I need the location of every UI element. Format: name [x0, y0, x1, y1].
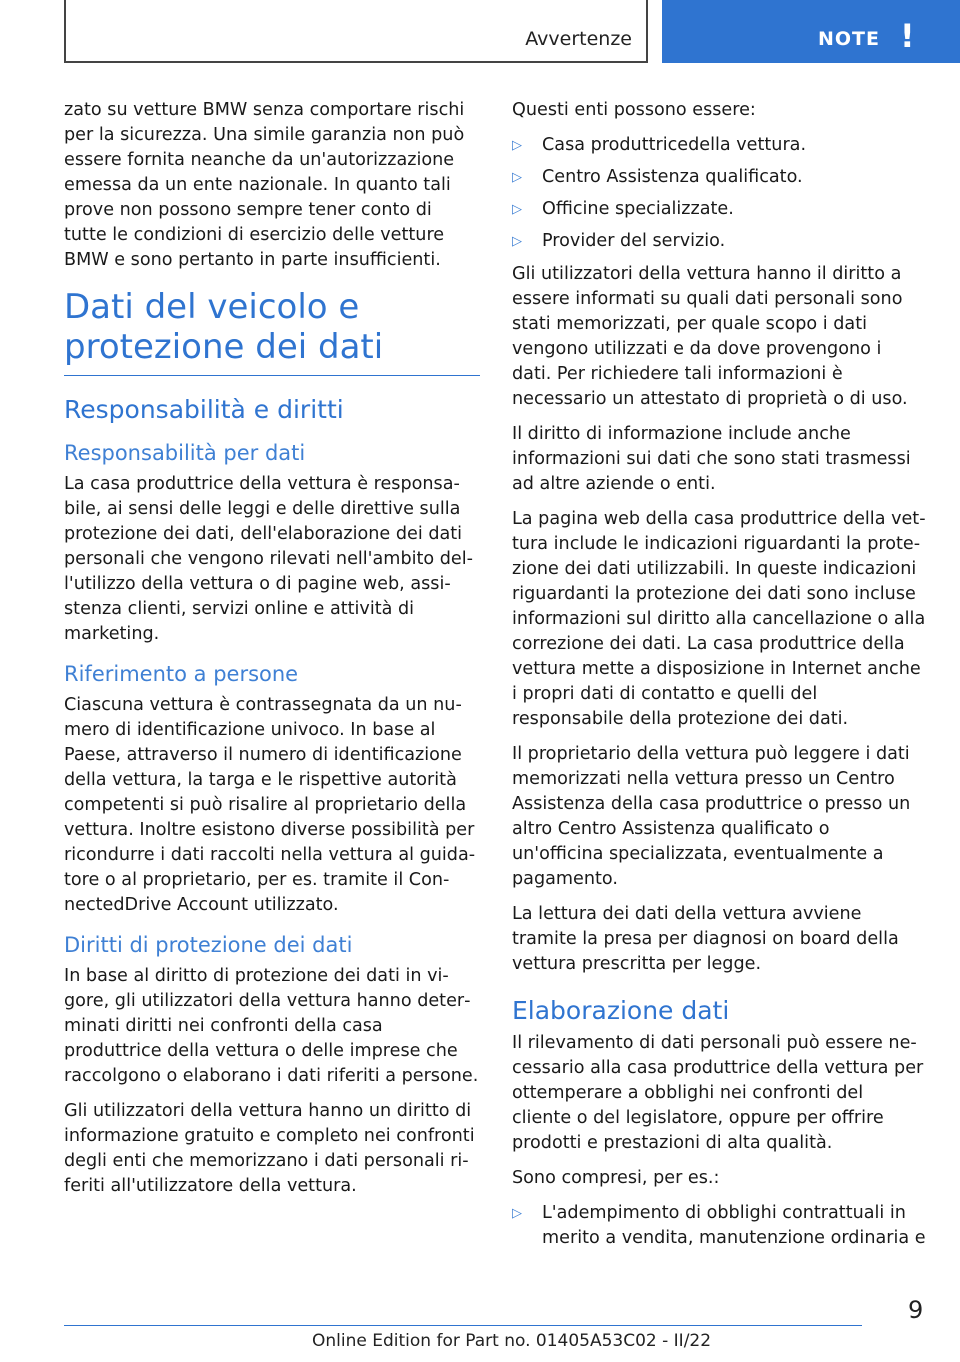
chapter-title: Dati del veicolo e protezione dei dati — [64, 287, 384, 367]
list-item: ▷ Centro Assistenza qualificato. — [512, 165, 926, 190]
exclamation-icon: ! — [900, 17, 915, 55]
left-column — [64, 98, 480, 1209]
header-frame — [64, 0, 648, 63]
paragraph: Gli utilizzatori della vettura hanno il diritto a essere informati su quali dati personali sono stati memorizzati, per quale scopo i dati vengono utilizzati e da dove provengono i dati. Per richiedere tali informazioni è necessario un attestato di proprietà o di uso. — [512, 264, 908, 409]
list-item: ▷ Provider del servizio. — [512, 229, 926, 254]
paragraph: Questi enti possono essere: — [512, 100, 756, 120]
paragraph: Ciascuna vettura è contrassegnata da un numero di identificazione univoco. In base al Paese, attraverso il numero di identificazione della vettura, la targa e le rispettive autorità competenti si può risalire al proprietario della vettura. Inoltre esistono diverse possibilità per ricondurre i dati raccolti nella vettura al guidatore o al proprietario, per es. tramite il ConnectedDrive Account utilizzato. — [64, 695, 476, 915]
section-title: Avvertenze — [525, 28, 632, 50]
triangle-bullet-icon: ▷ — [512, 170, 522, 185]
entities-list — [512, 133, 926, 254]
subsection-heading: Diritti di protezione dei dati — [64, 933, 353, 957]
paragraph: In base al diritto di protezione dei dati in vigore, gli utilizzatori della vettura hanno determinati diritti nei confronti della casa produttrice della vettura o delle imprese che raccolgono o elaborano i dati riferiti a persone. — [64, 966, 479, 1086]
triangle-bullet-icon: ▷ — [512, 234, 522, 249]
section-heading: Responsabilità e diritti — [64, 395, 344, 424]
chapter-divider — [64, 375, 480, 376]
paragraph: Gli utilizzatori della vettura hanno un diritto di informazione gratuito e completo nei confronti degli enti che memorizzano i dati personali riferiti all'utilizzatore della vettura. — [64, 1101, 475, 1196]
paragraph: Sono compresi, per es.: — [512, 1168, 720, 1188]
list-item: ▷ Casa produttricedella vettura. — [512, 133, 926, 158]
section-heading: Elaborazione dati — [512, 996, 730, 1025]
subsection-heading: Responsabilità per dati — [64, 441, 306, 465]
paragraph: La pagina web della casa produttrice della vettura include le indicazioni riguardanti la protezione dei dati utilizzabili. In queste indicazioni riguardanti la protezione dei dati sono incluse informazioni sul diritto alla cancellazione o alla correzione dei dati. La casa produttrice della vettura mette a disposizione in Internet anche i propri dati di contatto e quelli del responsabile della protezione dei dati. — [512, 509, 926, 729]
note-tab-label: NOTE — [818, 28, 880, 50]
triangle-bullet-icon: ▷ — [512, 202, 522, 217]
page-number: 9 — [908, 1296, 924, 1324]
subsection-heading: Riferimento a persone — [64, 662, 299, 686]
note-tab — [662, 0, 960, 63]
list-item: ▷ L'adempimento di obblighi contrattuali in merito a vendita, manutenzione ordinaria e — [512, 1203, 926, 1248]
list-item: ▷ Officine specializzate. — [512, 197, 926, 222]
examples-list — [512, 1201, 926, 1251]
paragraph: La lettura dei dati della vettura avviene tramite la presa per diagnosi on board della vettura prescritta per legge. — [512, 904, 899, 974]
paragraph: Il proprietario della vettura può leggere i dati memorizzati nella vettura presso un Centro Assistenza della casa produttrice o presso un altro Centro Assistenza qualificato o un'officina specializzata, eventualmente a pagamento. — [512, 744, 911, 889]
paragraph: Il diritto di informazione include anche informazioni sui dati che sono stati trasmessi ad altre aziende o enti. — [512, 424, 911, 494]
triangle-bullet-icon: ▷ — [512, 138, 522, 153]
edition-footer: Online Edition for Part no. 01405A53C02 - II/22 — [312, 1331, 712, 1351]
paragraph: Il rilevamento di dati personali può essere necessario alla casa produttrice della vettura per ottemperare a obblighi nei confronti del cliente o del legislatore, oppure per offrire prodotti e prestazioni di alta qualità. — [512, 1033, 924, 1153]
right-column — [512, 98, 926, 1259]
paragraph: La casa produttrice della vettura è responsabile, ai sensi delle leggi e delle direttive sulla protezione dei dati, dell'elaborazione dei dati personali che vengono rilevati nell'ambito dell'utilizzo della vettura o di pagine web, assistenza clienti, servizi online e attività di marketing. — [64, 474, 473, 644]
footer-divider — [64, 1325, 862, 1326]
intro-paragraph: zato su vetture BMW senza comportare rischi per la sicurezza. Una simile garanzia non può essere fornita neanche da un'autorizzazione emessa da un ente nazionale. In quanto tali prove non possono sempre tener conto di tutte le condizioni di esercizio delle vetture BMW e sono pertanto in parte insufficienti. — [64, 100, 465, 270]
triangle-bullet-icon: ▷ — [512, 1206, 522, 1221]
